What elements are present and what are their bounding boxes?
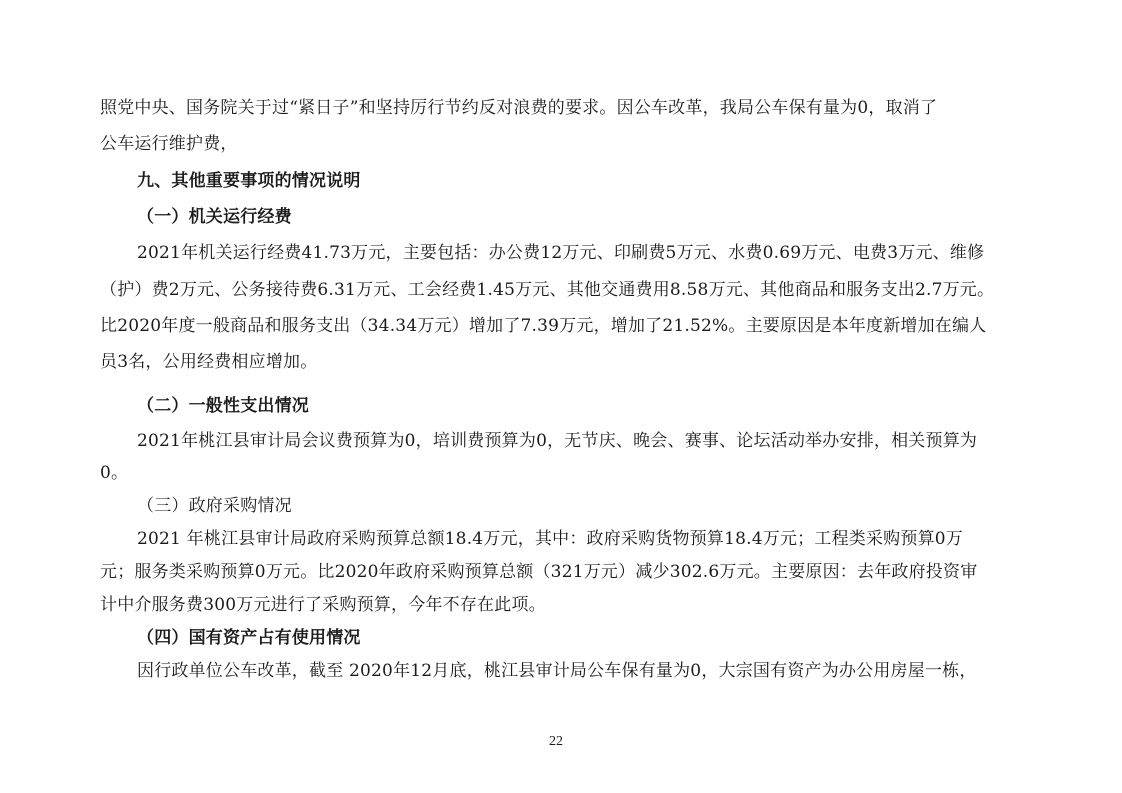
- paragraph-line-2: 公车运行维护费，: [100, 134, 238, 154]
- paragraph-line-9: 2021 年桃江县审计局政府采购预算总额18.4万元，其中：政府采购货物预算18.4万元；工程类采购预算0万: [137, 529, 963, 549]
- page-number: 22: [549, 734, 563, 749]
- paragraph-line-10: 元；服务类采购预算0万元。比2020年政府采购预算总额（321万元）减少302.6万元。主要原因：去年政府投资审: [100, 562, 978, 582]
- paragraph-line-12: 因行政单位公车改革，截至 2020年12月底，桃江县审计局公车保有量为0，大宗国有资产为办公用房屋一栋，: [137, 661, 977, 681]
- paragraph-line-5: 比2020年度一般商品和服务支出（34.34万元）增加了7.39万元，增加了21.52%。主要原因是本年度新增加在编人: [100, 316, 987, 336]
- subsection-heading-1: （一）机关运行经费: [137, 207, 292, 227]
- paragraph-line-4: （护）费2万元、公务接待费6.31万元、工会经费1.45万元、其他交通费用8.58万元、其他商品和服务支出2.7万元。: [100, 280, 995, 300]
- paragraph-line-1: 照党中央、国务院关于过“紧日子”和坚持厉行节约反对浪费的要求。因公车改革，我局公车保有量为0，取消了: [100, 98, 938, 118]
- paragraph-line-8: 0。: [100, 463, 129, 483]
- paragraph-line-6: 员3名，公用经费相应增加。: [100, 352, 318, 372]
- subsection-heading-2: （二）一般性支出情况: [137, 396, 309, 416]
- subsection-heading-3: （三）政府采购情况: [137, 496, 292, 516]
- paragraph-line-3: 2021年机关运行经费41.73万元，主要包括：办公费12万元、印刷费5万元、水费0.69万元、电费3万元、维修: [137, 243, 985, 263]
- paragraph-line-11: 计中介服务费300万元进行了采购预算，今年不存在此项。: [100, 595, 546, 615]
- subsection-heading-4: （四）国有资产占有使用情况: [137, 628, 361, 648]
- paragraph-line-7: 2021年桃江县审计局会议费预算为0，培训费预算为0，无节庆、晚会、赛事、论坛活动举办安排，相关预算为: [137, 431, 978, 451]
- section-heading-9: 九、其他重要事项的情况说明: [137, 171, 361, 191]
